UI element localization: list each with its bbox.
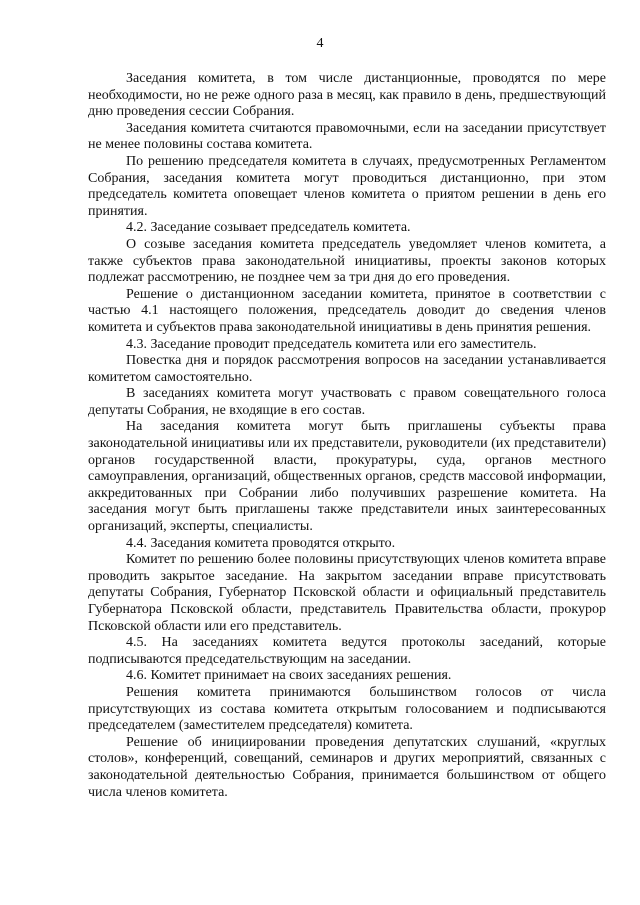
paragraph-15: Решения комитета принимаются большинством голосов от числа присутствующих из состава комитета открытым голосованием и подписываются председателем (заместителем председателя) комитета.: [88, 684, 606, 734]
paragraph-4-5: 4.5. На заседаниях комитета ведутся протоколы заседаний, которые подписываются председательствующим на заседании.: [88, 635, 606, 667]
paragraph-6: Решение о дистанционном заседании комитета, принятое в соответствии с частью 4.1 настоящего положения, председатель доводит до сведения членов комитета и субъектов права законодательной инициативы в день принятия решения.: [88, 286, 606, 335]
paragraph-2: Заседания комитета считаются правомочными, если на заседании присутствует не менее половины состава комитета.: [88, 120, 606, 153]
paragraph-10: На заседания комитета могут быть приглашены субъекты права законодательной инициативы или их представители, руководители (их представители) органов государственной власти, прокуратуры, суда, органов местного самоуправления, организаций, общественных органов, средств массовой информации, аккредитованных при Собрании либо получивших разрешение комитета. На заседания могут быть приглашены также представители иных заинтересованных организаций, эксперты, специалисты.: [88, 419, 606, 535]
document-body: [88, 71, 606, 801]
paragraph-3: По решению председателя комитета в случаях, предусмотренных Регламентом Собрания, заседания комитета могут проводиться дистанционно, при этом председатель комитета оповещает членов комитета о приятом решении в день его принятия.: [88, 153, 606, 219]
paragraph-5: О созыве заседания комитета председатель уведомляет членов комитета, а также субъектов права законодательной инициативы, проекты законов которых подлежат рассмотрению, не позднее чем за три дня до его проведения.: [88, 236, 606, 286]
paragraph-9: В заседаниях комитета могут участвовать с правом совещательного голоса депутаты Собрания, не входящие в его состав.: [88, 386, 606, 418]
paragraph-8: Повестка дня и порядок рассмотрения вопросов на заседании устанавливается комитетом самостоятельно.: [88, 353, 606, 385]
paragraph-16: Решение об инициировании проведения депутатских слушаний, «круглых столов», конференций, совещаний, семинаров и других мероприятий, связанных с законодательной деятельностью Собрания, принимается большинством от общего числа членов комитета.: [88, 734, 606, 800]
paragraph-12: Комитет по решению более половины присутствующих членов комитета вправе проводить закрытое заседание. На закрытом заседании вправе присутствовать депутаты Собрания, Губернатор Псковской области и официальный представитель Губернатора Псковской области, представитель Правительства области, прокурор Псковской области или его представитель.: [88, 552, 606, 634]
paragraph-4-6: 4.6. Комитет принимает на своих заседаниях решения.: [126, 668, 452, 684]
paragraph-4-4: 4.4. Заседания комитета проводятся открыто.: [126, 535, 396, 551]
paragraph-4-2: 4.2. Заседание созывает председатель комитета.: [126, 220, 411, 236]
page-number: 4: [316, 36, 324, 51]
paragraph-4-3: 4.3. Заседание проводит председатель комитета или его заместитель.: [126, 336, 537, 352]
paragraph-1: Заседания комитета, в том числе дистанционные, проводятся по мере необходимости, но не реже одного раза в месяц, как правило в день, предшествующий дню проведения сессии Собрания.: [88, 71, 606, 120]
